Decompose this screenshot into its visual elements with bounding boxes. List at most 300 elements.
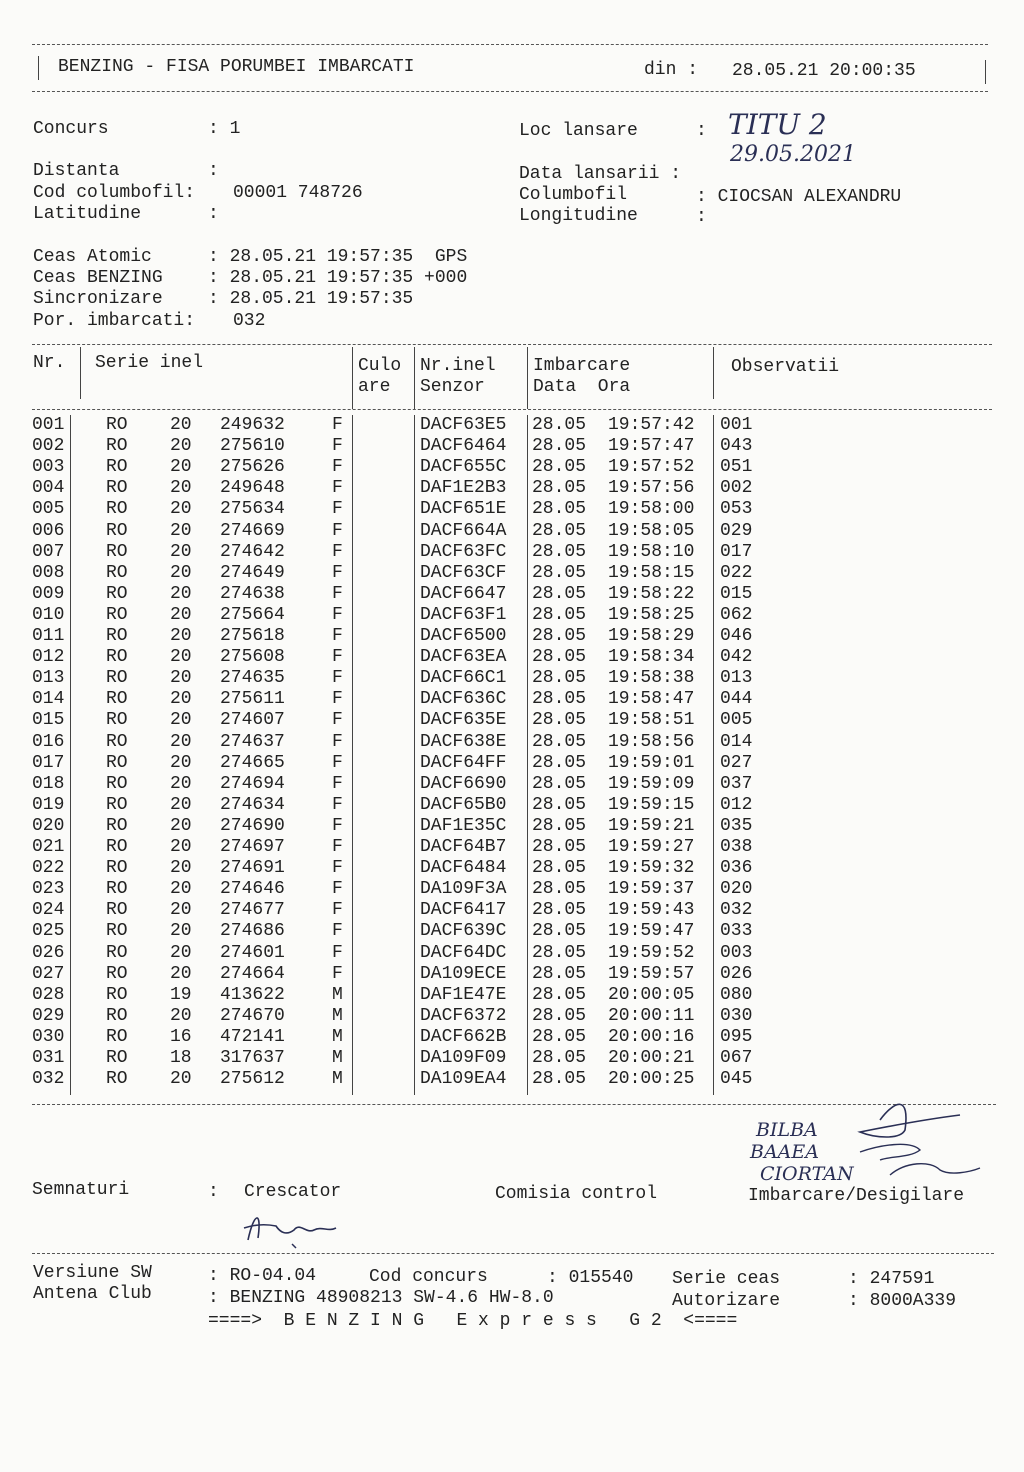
latitudine-sep: : [208,204,219,224]
serie-ceas-value: : 247591 [848,1269,935,1289]
row-time: 19:58:56 [608,731,695,752]
row-sensor-ring: DACF6464 [420,436,507,457]
row-year: 20 [170,1005,192,1026]
row-nr: 020 [32,815,65,836]
distanta-sep: : [208,161,219,181]
cod-label: Cod columbofil: [33,183,196,203]
row-date: 28.05 [532,668,587,689]
row-year: 20 [170,626,192,646]
row-sensor-ring: DAF1E35C [420,815,507,836]
row-nr: 030 [32,1026,65,1047]
row-nr: 016 [32,731,65,752]
row-ring-number: 274669 [220,520,285,541]
page-title: BENZING - FISA PORUMBEI IMBARCATI [58,57,415,77]
row-country: RO [106,879,128,900]
row-sex: F [332,668,343,689]
row-sex: M [332,1048,343,1068]
row-observatii: 014 [720,731,753,752]
versiune-label: Versiune SW [33,1263,152,1283]
row-year: 20 [170,837,192,857]
row-time: 19:59:01 [608,752,695,773]
row-nr: 032 [32,1069,65,1090]
row-nr: 015 [32,710,65,731]
row-sex: F [332,710,343,731]
row-date: 28.05 [532,794,587,815]
row-year: 20 [170,1069,192,1090]
table-top-rule [32,344,992,345]
table-row [32,668,772,689]
row-sex: F [332,921,343,942]
row-observatii: 038 [720,837,753,857]
row-date: 28.05 [532,752,587,773]
col-divider-culoare [414,347,415,409]
row-date: 28.05 [532,900,587,921]
row-sensor-ring: DACF636C [420,689,507,710]
ceas-atomic-value: : 28.05.21 19:57:35 GPS [208,247,468,267]
row-observatii: 030 [720,1005,753,1026]
row-time: 19:58:00 [608,499,695,520]
row-sex: F [332,604,343,625]
row-year: 20 [170,647,192,668]
row-sensor-ring: DACF63EA [420,647,507,668]
commission-signatures [820,1090,990,1190]
table-row [32,710,772,731]
row-nr: 005 [32,499,65,520]
row-sex: M [332,1069,343,1090]
row-year: 20 [170,773,192,794]
row-sex: F [332,647,343,668]
crescator-signature [236,1202,346,1252]
table-row [32,521,772,542]
row-sex: F [332,689,343,710]
table-row [32,457,772,478]
row-sensor-ring: DAF1E2B3 [420,478,507,499]
th-culoare-2: are [358,377,391,397]
table-row [32,1006,772,1027]
row-year: 20 [170,900,192,921]
row-sex: F [332,731,343,752]
table-row [32,774,772,795]
row-year: 20 [170,921,192,942]
distanta-label: Distanta [33,161,120,181]
row-time: 19:58:51 [608,710,695,731]
table-row [32,921,772,942]
row-year: 20 [170,478,192,499]
row-sensor-ring: DACF65B0 [420,794,507,815]
th-serie-inel: Serie inel [95,353,204,373]
row-ring-number: 274638 [220,583,285,604]
table-row [32,563,772,584]
autorizare-label: Autorizare [672,1291,781,1311]
row-nr: 004 [32,478,65,499]
row-sex: F [332,879,343,900]
row-sensor-ring: DACF6647 [420,583,507,604]
table-row [32,985,772,1006]
row-sensor-ring: DACF6417 [420,900,507,921]
row-sensor-ring: DA109ECE [420,963,507,984]
row-date: 28.05 [532,499,587,520]
row-time: 19:58:34 [608,647,695,668]
row-ring-number: 274697 [220,837,285,857]
row-ring-number: 274634 [220,794,285,815]
row-ring-number: 274607 [220,710,285,731]
row-observatii: 003 [720,942,753,963]
row-sensor-ring: DA109EA4 [420,1069,507,1090]
row-time: 20:00:21 [608,1048,695,1068]
row-country: RO [106,436,128,457]
row-ring-number: 274690 [220,815,285,836]
row-date: 28.05 [532,541,587,562]
row-year: 20 [170,668,192,689]
th-nrinel-2: Senzor [420,377,485,397]
row-observatii: 027 [720,752,753,773]
row-nr: 014 [32,689,65,710]
row-nr: 024 [32,900,65,921]
table-row [32,732,772,753]
row-time: 19:57:47 [608,436,695,457]
row-sex: F [332,942,343,963]
row-country: RO [106,604,128,625]
table-row [32,837,772,858]
row-observatii: 017 [720,541,753,562]
row-year: 20 [170,541,192,562]
comisia-label: Comisia control [495,1184,658,1204]
row-observatii: 020 [720,879,753,900]
row-sex: F [332,900,343,921]
row-sex: F [332,858,343,879]
row-year: 20 [170,731,192,752]
row-country: RO [106,963,128,984]
din-value: 28.05.21 20:00:35 [732,61,916,81]
row-sensor-ring: DAF1E47E [420,984,507,1005]
th-imbarcare-1: Imbarcare [533,356,631,376]
row-observatii: 036 [720,858,753,879]
row-time: 19:59:27 [608,837,695,857]
row-observatii: 033 [720,921,753,942]
row-time: 19:59:57 [608,963,695,984]
row-nr: 029 [32,1005,65,1026]
row-observatii: 053 [720,499,753,520]
col-divider-imbarcare [713,347,714,399]
row-ring-number: 275608 [220,647,285,668]
row-sex: F [332,837,343,857]
row-date: 28.05 [532,837,587,857]
row-date: 28.05 [532,1005,587,1026]
autorizare-value: : 8000A339 [848,1291,957,1311]
row-sensor-ring: DACF638E [420,731,507,752]
row-observatii: 067 [720,1048,753,1068]
row-year: 20 [170,583,192,604]
row-year: 20 [170,457,192,478]
row-nr: 023 [32,879,65,900]
row-year: 20 [170,942,192,963]
row-country: RO [106,415,128,435]
row-time: 20:00:25 [608,1069,695,1090]
row-time: 19:59:09 [608,773,695,794]
row-sensor-ring: DACF63CF [420,562,507,583]
longitudine-label: Longitudine [519,206,638,226]
row-country: RO [106,984,128,1005]
header-bottom-rule [32,91,988,92]
row-sensor-ring: DACF639C [420,921,507,942]
row-date: 28.05 [532,562,587,583]
row-sensor-ring: DACF64DC [420,942,507,963]
row-date: 28.05 [532,921,587,942]
por-imbarcati-label: Por. imbarcati: [33,311,196,331]
row-ring-number: 413622 [220,984,285,1005]
row-date: 28.05 [532,710,587,731]
semnaturi-label: Semnaturi [32,1180,130,1200]
row-sensor-ring: DA109F09 [420,1048,507,1068]
longitudine-sep: : [696,207,707,227]
row-sex: F [332,415,343,435]
row-observatii: 035 [720,815,753,836]
row-sex: F [332,436,343,457]
row-date: 28.05 [532,647,587,668]
row-country: RO [106,1048,128,1068]
row-time: 19:58:47 [608,689,695,710]
row-ring-number: 275664 [220,604,285,625]
row-sensor-ring: DACF63FC [420,541,507,562]
row-year: 18 [170,1048,192,1068]
row-sensor-ring: DACF6484 [420,858,507,879]
table-row [32,478,772,499]
columbofil-value: : CIOCSAN ALEXANDRU [696,187,902,207]
ceas-benzing-label: Ceas BENZING [33,268,163,288]
row-sex: F [332,773,343,794]
row-sex: F [332,815,343,836]
row-time: 19:58:29 [608,626,695,646]
row-observatii: 046 [720,626,753,646]
row-year: 20 [170,562,192,583]
row-nr: 002 [32,436,65,457]
cod-value: 00001 748726 [233,183,363,203]
row-sex: F [332,583,343,604]
row-country: RO [106,837,128,857]
table-row [32,626,772,647]
row-nr: 018 [32,773,65,794]
row-sensor-ring: DACF635E [420,710,507,731]
loc-label: Loc lansare [519,121,638,141]
columbofil-label: Columbofil [519,185,628,205]
row-date: 28.05 [532,436,587,457]
concurs-label: Concurs [33,119,109,139]
row-ring-number: 275634 [220,499,285,520]
row-observatii: 051 [720,457,753,478]
row-sensor-ring: DA109F3A [420,879,507,900]
row-country: RO [106,942,128,963]
row-country: RO [106,1069,128,1090]
row-year: 20 [170,436,192,457]
table-row [32,858,772,879]
table-row [32,415,772,436]
row-time: 19:59:32 [608,858,695,879]
table-row [32,795,772,816]
table-row [32,605,772,626]
row-sex: F [332,794,343,815]
row-time: 19:58:22 [608,583,695,604]
row-time: 20:00:16 [608,1026,695,1047]
row-country: RO [106,858,128,879]
table-row [32,1048,772,1069]
row-country: RO [106,583,128,604]
row-ring-number: 275612 [220,1069,285,1090]
row-observatii: 026 [720,963,753,984]
row-date: 28.05 [532,815,587,836]
row-nr: 009 [32,583,65,604]
row-ring-number: 249632 [220,415,285,435]
row-year: 20 [170,879,192,900]
row-ring-number: 249648 [220,478,285,499]
row-time: 19:59:21 [608,815,695,836]
row-country: RO [106,541,128,562]
col-divider-nrinel [527,347,528,409]
benzing-express-banner: ====> B E N Z I N G E x p r e s s G 2 <==== [208,1311,738,1331]
semnaturi-sep: : [208,1182,219,1202]
row-year: 20 [170,710,192,731]
table-row [32,689,772,710]
row-time: 19:58:10 [608,541,695,562]
sincronizare-label: Sincronizare [33,289,163,309]
row-observatii: 037 [720,773,753,794]
cod-concurs-value: : 015540 [547,1268,634,1288]
row-nr: 011 [32,626,65,646]
row-year: 20 [170,604,192,625]
row-date: 28.05 [532,1048,587,1068]
row-country: RO [106,689,128,710]
row-observatii: 042 [720,647,753,668]
row-sensor-ring: DACF662B [420,1026,507,1047]
row-country: RO [106,668,128,689]
row-observatii: 095 [720,1026,753,1047]
row-sex: F [332,562,343,583]
row-country: RO [106,499,128,520]
row-year: 20 [170,499,192,520]
table-row [32,542,772,563]
row-sensor-ring: DACF6372 [420,1005,507,1026]
row-sensor-ring: DACF6690 [420,773,507,794]
row-nr: 013 [32,668,65,689]
row-sex: F [332,478,343,499]
row-nr: 025 [32,921,65,942]
row-nr: 022 [32,858,65,879]
hw-name-3: CIORTAN [760,1163,854,1185]
row-country: RO [106,815,128,836]
row-nr: 003 [32,457,65,478]
row-observatii: 012 [720,794,753,815]
table-row [32,647,772,668]
sincronizare-value: : 28.05.21 19:57:35 [208,289,414,309]
row-sex: F [332,520,343,541]
row-country: RO [106,731,128,752]
header-left-border [38,56,39,80]
row-time: 19:58:38 [608,668,695,689]
row-date: 28.05 [532,942,587,963]
row-time: 19:57:56 [608,478,695,499]
row-ring-number: 472141 [220,1026,285,1047]
loc-sep: : [696,121,707,141]
cod-concurs-label: Cod concurs [369,1267,488,1287]
row-nr: 017 [32,752,65,773]
row-time: 19:59:47 [608,921,695,942]
versiune-value: : RO-04.04 [208,1266,317,1286]
row-ring-number: 274677 [220,900,285,921]
row-ring-number: 317637 [220,1048,285,1068]
table-row [32,499,772,520]
data-lansarii-label: Data lansarii : [519,164,682,184]
table-row [32,436,772,457]
row-date: 28.05 [532,731,587,752]
row-nr: 010 [32,604,65,625]
row-date: 28.05 [532,626,587,646]
row-ring-number: 274670 [220,1005,285,1026]
ceas-atomic-label: Ceas Atomic [33,247,152,267]
row-observatii: 005 [720,710,753,731]
row-ring-number: 274646 [220,879,285,900]
row-time: 19:58:15 [608,562,695,583]
row-sex: M [332,984,343,1005]
din-label: din : [644,60,699,80]
row-sensor-ring: DACF6500 [420,626,507,646]
row-nr: 007 [32,541,65,562]
row-observatii: 029 [720,520,753,541]
row-sensor-ring: DACF651E [420,499,507,520]
row-observatii: 015 [720,583,753,604]
row-date: 28.05 [532,520,587,541]
th-nrinel-1: Nr.inel [420,356,496,376]
th-observatii: Observatii [731,357,840,377]
row-ring-number: 274637 [220,731,285,752]
row-time: 19:59:15 [608,794,695,815]
row-year: 20 [170,752,192,773]
row-date: 28.05 [532,773,587,794]
row-sex: F [332,457,343,478]
hw-name-1: BILBA [756,1119,818,1141]
header-top-rule [32,44,988,45]
row-observatii: 045 [720,1069,753,1090]
row-nr: 001 [32,415,65,435]
row-time: 19:59:37 [608,879,695,900]
row-country: RO [106,900,128,921]
row-date: 28.05 [532,689,587,710]
row-nr: 012 [32,647,65,668]
row-year: 20 [170,963,192,984]
th-imbarcare-2: Data Ora [533,377,631,397]
row-sensor-ring: DACF64B7 [420,837,507,857]
row-nr: 006 [32,520,65,541]
table-row [32,900,772,921]
row-sex: F [332,626,343,646]
row-sex: M [332,1026,343,1047]
table-row [32,816,772,837]
concurs-value: : 1 [208,119,241,139]
row-ring-number: 274665 [220,752,285,773]
row-country: RO [106,794,128,815]
row-time: 19:57:52 [608,457,695,478]
row-observatii: 013 [720,668,753,689]
row-time: 20:00:05 [608,984,695,1005]
row-ring-number: 275618 [220,626,285,646]
row-nr: 028 [32,984,65,1005]
row-ring-number: 275611 [220,689,285,710]
data-lansarii-handwritten: 29.05.2021 [730,142,856,167]
row-year: 20 [170,689,192,710]
row-ring-number: 274635 [220,668,285,689]
row-observatii: 032 [720,900,753,921]
row-country: RO [106,773,128,794]
header-right-border [985,60,986,84]
th-culoare-1: Culo [358,356,402,376]
